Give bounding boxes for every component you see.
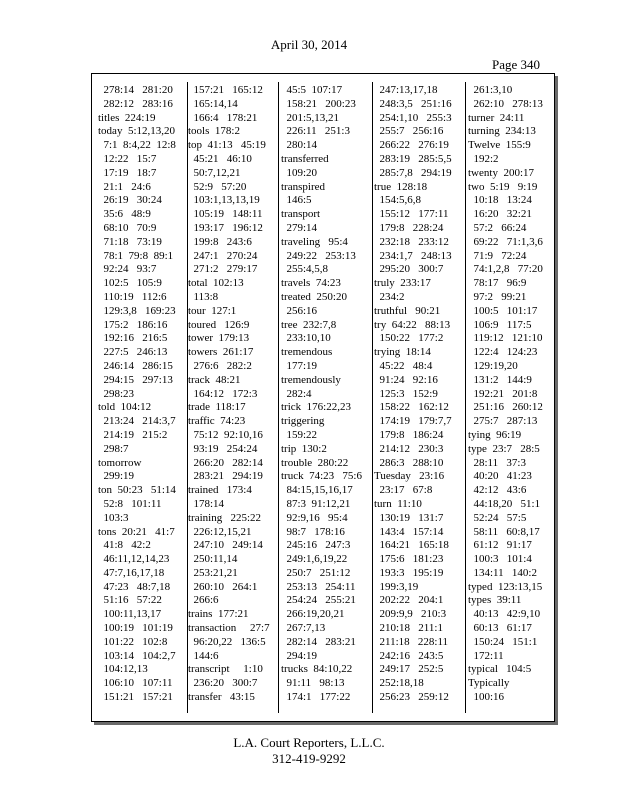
index-entry: 134:11 140:2 [468, 566, 537, 579]
index-entry: 28:11 37:3 [468, 456, 526, 469]
index-entry: types 39:11 [468, 594, 522, 607]
index-entry: 144:6 [188, 649, 219, 662]
index-entry: 174:1 177:22 [281, 691, 351, 704]
index-entry: 248:3,5 251:16 [374, 97, 452, 110]
index-entry: total 102:13 [188, 277, 244, 290]
index-entry: trucks 84:10,22 [281, 663, 353, 676]
index-entry: 47:23 48:7,18 [98, 580, 171, 593]
index-entry: 177:19 [281, 359, 318, 372]
index-entry: tools 178:2 [188, 125, 240, 138]
index-entry: ton 50:23 51:14 [98, 484, 176, 497]
index-entry: 159:22 [281, 428, 318, 441]
index-entry: twenty 200:17 [468, 166, 534, 179]
index-entry: 254:1,10 255:3 [374, 111, 452, 124]
index-entry: triggering [281, 415, 325, 428]
index-entry: 100:11,13,17 [98, 608, 162, 621]
index-entry: 175:2 186:16 [98, 318, 168, 331]
index-entry: 151:21 157:21 [98, 691, 173, 704]
index-column-2 [188, 84, 276, 713]
index-entry: 58:11 60:8,17 [468, 525, 540, 538]
index-entry: turning 234:13 [468, 125, 536, 138]
index-entry: 226:12,15,21 [188, 525, 252, 538]
index-entry: 283:19 285:5,5 [374, 152, 452, 165]
index-entry: 75:12 92:10,16 [188, 428, 263, 441]
index-entry: trade 118:17 [188, 401, 246, 414]
index-entry: 247:13,17,18 [374, 84, 438, 96]
index-entry: 234:2 [374, 290, 405, 303]
index-entry: 199:8 243:6 [188, 235, 252, 248]
index-entry: trouble 280:22 [281, 456, 349, 469]
index-entry: 105:19 148:11 [188, 208, 263, 221]
index-entry: 150:22 177:2 [374, 332, 444, 345]
index-entry: 51:16 57:22 [98, 594, 162, 607]
index-entry: 103:14 104:2,7 [98, 649, 176, 662]
index-entry: 104:12,13 [98, 663, 148, 676]
index-entry: 294:15 297:13 [98, 373, 173, 386]
index-entry: 91:24 92:16 [374, 373, 438, 386]
index-entry: 299:19 [98, 470, 135, 483]
index-entry: 91:11 98:13 [281, 677, 345, 690]
index-entry: 278:14 281:20 [98, 84, 173, 96]
index-entry: 249:17 252:5 [374, 663, 444, 676]
index-entry: travels 74:23 [281, 277, 341, 290]
index-entry: transport [281, 208, 321, 221]
index-entry: tomorrow [98, 456, 142, 469]
index-entry: tons 20:21 41:7 [98, 525, 175, 538]
index-entry: 57:2 66:24 [468, 221, 527, 234]
index-entry: traffic 74:23 [188, 415, 246, 428]
index-entry: 298:23 [98, 387, 135, 400]
index-entry: 103:1,13,13,19 [188, 194, 260, 207]
index-entry: training 225:22 [188, 511, 262, 524]
index-entry: 74:1,2,8 77:20 [468, 263, 543, 276]
index-entry: 226:11 251:3 [281, 125, 350, 138]
index-entry: 129:19,20 [468, 359, 518, 372]
index-entry: 252:18,18 [374, 677, 424, 690]
index-entry: 192:2 [468, 152, 499, 165]
index-entry: type 23:7 28:5 [468, 442, 540, 455]
index-entry: 10:18 13:24 [468, 194, 532, 207]
index-entry: 262:10 278:13 [468, 97, 543, 110]
index-entry: trying 18:14 [374, 346, 431, 359]
index-entry: 125:3 152:9 [374, 387, 438, 400]
index-entry: 283:21 294:19 [188, 470, 263, 483]
index-entry: 155:12 177:11 [374, 208, 449, 221]
index-entry: trick 176:22,23 [281, 401, 351, 414]
index-entry: 275:7 287:13 [468, 415, 538, 428]
index-entry: 40:20 41:23 [468, 470, 532, 483]
index-entry: 251:16 260:12 [468, 401, 543, 414]
index-entry: truthful 90:21 [374, 304, 441, 317]
index-entry: truck 74:23 75:6 [281, 470, 362, 483]
index-entry: 71:18 73:19 [98, 235, 162, 248]
index-entry: 52:8 101:11 [98, 497, 162, 510]
index-entry: 40:13 42:9,10 [468, 608, 541, 621]
index-entry: 100:5 101:17 [468, 304, 538, 317]
index-entry: 103:3 [98, 511, 129, 524]
index-entry: 130:19 131:7 [374, 511, 444, 524]
index-entry: 285:7,8 294:19 [374, 166, 452, 179]
index-entry: 178:14 [188, 497, 225, 510]
index-entry: 7:1 8:4,22 12:8 [98, 139, 176, 152]
index-entry: typed 123:13,15 [468, 580, 543, 593]
index-entry: tremendously [281, 373, 341, 386]
index-entry: 78:1 79:8 89:1 [98, 249, 174, 262]
index-entry: 260:10 264:1 [188, 580, 258, 593]
index-column-4 [374, 84, 464, 713]
index-entry: 199:3,19 [374, 580, 419, 593]
index-entry: 255:7 256:16 [374, 125, 444, 138]
index-entry: 17:19 18:7 [98, 166, 157, 179]
index-entry: 113:8 [188, 290, 219, 303]
index-entry: towers 261:17 [188, 346, 254, 359]
index-entry: true 128:18 [374, 180, 428, 193]
index-entry: Tuesday 23:16 [374, 470, 445, 483]
index-entry: 266:6 [188, 594, 219, 607]
index-entry: two 5:19 9:19 [468, 180, 538, 193]
index-entry: 174:19 179:7,7 [374, 415, 452, 428]
index-entry: 69:22 71:1,3,6 [468, 235, 543, 248]
index-entry: 294:19 [281, 649, 318, 662]
index-entry: 227:5 246:13 [98, 346, 168, 359]
index-entry: 100:19 101:19 [98, 622, 173, 635]
index-entry: 179:8 186:24 [374, 428, 444, 441]
index-entry: 255:4,5,8 [281, 263, 329, 276]
index-entry: 267:7,13 [281, 622, 326, 635]
index-entry: 249:1,6,19,22 [281, 553, 348, 566]
index-entry: 286:3 288:10 [374, 456, 444, 469]
index-entry: 100:3 101:4 [468, 553, 532, 566]
index-entry: 250:11,14 [188, 553, 238, 566]
index-entry: 166:4 178:21 [188, 111, 258, 124]
index-entry: 256:23 259:12 [374, 691, 449, 704]
index-entry: 266:19,20,21 [281, 608, 345, 621]
index-entry: 165:14,14 [188, 97, 238, 110]
index-entry: 98:7 178:16 [281, 525, 345, 538]
index-entry: told 104:12 [98, 401, 152, 414]
index-entry: 87:3 91:12,21 [281, 497, 351, 510]
index-entry: try 64:22 88:13 [374, 318, 451, 331]
column-divider [278, 82, 279, 713]
index-entry: tying 96:19 [468, 428, 522, 441]
index-entry: 16:20 32:21 [468, 208, 532, 221]
index-entry: 68:10 70:9 [98, 221, 157, 234]
index-entry: trains 177:21 [188, 608, 249, 621]
index-entry: 211:18 228:11 [374, 635, 449, 648]
index-entry: typical 104:5 [468, 663, 532, 676]
index-entry: 26:19 30:24 [98, 194, 162, 207]
index-entry: 119:12 121:10 [468, 332, 543, 345]
index-entry: 247:1 270:24 [188, 249, 258, 262]
index-entry: 210:18 211:1 [374, 622, 443, 635]
index-entry: 214:19 215:2 [98, 428, 168, 441]
index-entry: 21:1 24:6 [98, 180, 151, 193]
index-entry: 35:6 48:9 [98, 208, 151, 221]
index-entry: 242:16 243:5 [374, 649, 444, 662]
index-entry: trained 173:4 [188, 484, 252, 497]
index-entry: 92:9,16 95:4 [281, 511, 348, 524]
index-entry: 214:12 230:3 [374, 442, 444, 455]
index-entry: 256:16 [281, 304, 318, 317]
index-column-1 [98, 84, 184, 713]
index-entry: today 5:12,13,20 [98, 125, 175, 138]
footer-company: L.A. Court Reporters, L.L.C. [233, 735, 385, 750]
index-entry: traveling 95:4 [281, 235, 348, 248]
index-entry: 233:10,10 [281, 332, 331, 345]
index-entry: 23:17 67:8 [374, 484, 433, 497]
index-entry: trip 130:2 [281, 442, 327, 455]
index-entry: 271:2 279:17 [188, 263, 258, 276]
index-entry: 179:8 228:24 [374, 221, 444, 234]
index-entry: 101:22 102:8 [98, 635, 168, 648]
column-divider [372, 82, 373, 713]
index-entry: 192:16 216:5 [98, 332, 168, 345]
index-entry: 209:9,9 210:3 [374, 608, 447, 621]
page-number: Page 340 [492, 57, 541, 72]
index-entry: transcript 1:10 [188, 663, 263, 676]
index-entry: 42:12 43:6 [468, 484, 527, 497]
index-entry: 201:5,13,21 [281, 111, 340, 124]
index-entry: tour 127:1 [188, 304, 237, 317]
index-entry: turner 24:11 [468, 111, 525, 124]
index-entry: 279:14 [281, 221, 318, 234]
index-entry: 46:11,12,14,23 [98, 553, 170, 566]
index-entry: 193:3 195:19 [374, 566, 444, 579]
index-entry: 213:24 214:3,7 [98, 415, 176, 428]
index-entry: track 48:21 [188, 373, 241, 386]
column-divider [465, 82, 466, 713]
index-column-3 [281, 84, 371, 713]
index-entry: 109:20 [281, 166, 318, 179]
index-entry: top 41:13 45:19 [188, 139, 266, 152]
index-entry: treated 250:20 [281, 290, 347, 303]
index-entry: 45:21 46:10 [188, 152, 252, 165]
index-entry: 131:2 144:9 [468, 373, 532, 386]
index-entry: 50:7,12,21 [188, 166, 241, 179]
index-entry: 282:14 283:21 [281, 635, 356, 648]
index-entry: 254:24 255:21 [281, 594, 356, 607]
index-entry: 158:21 200:23 [281, 97, 356, 110]
index-entry: 122:4 124:23 [468, 346, 538, 359]
index-entry: 246:14 286:15 [98, 359, 173, 372]
index-entry: tower 179:13 [188, 332, 250, 345]
index-entry: 250:7 251:12 [281, 566, 351, 579]
index-entry: Twelve 155:9 [468, 139, 531, 152]
index-entry: 276:6 282:2 [188, 359, 252, 372]
index-entry: 60:13 61:17 [468, 622, 532, 635]
index-entry: 97:2 99:21 [468, 290, 527, 303]
index-entry: 172:11 [468, 649, 504, 662]
index-entry: transaction 27:7 [188, 622, 270, 635]
index-entry: 245:16 247:3 [281, 539, 351, 552]
index-entry: 280:14 [281, 139, 318, 152]
index-entry: titles 224:19 [98, 111, 156, 124]
index-entry: tremendous [281, 346, 333, 359]
index-entry: 93:19 254:24 [188, 442, 258, 455]
index-entry: transfer 43:15 [188, 691, 255, 704]
index-entry: 253:21,21 [188, 566, 238, 579]
index-entry: 61:12 91:17 [468, 539, 532, 552]
index-entry: 52:9 57:20 [188, 180, 247, 193]
index-entry: 157:21 165:12 [188, 84, 263, 96]
index-entry: 249:22 253:13 [281, 249, 356, 262]
word-index-frame [91, 73, 555, 722]
index-entry: 236:20 300:7 [188, 677, 258, 690]
index-entry: 71:9 72:24 [468, 249, 527, 262]
index-entry: 12:22 15:7 [98, 152, 157, 165]
index-entry: Typically [468, 677, 510, 690]
index-entry: 92:24 93:7 [98, 263, 157, 276]
index-entry: 45:5 107:17 [281, 84, 343, 96]
index-entry: 234:1,7 248:13 [374, 249, 452, 262]
index-entry: 78:17 96:9 [468, 277, 527, 290]
footer-phone: 312-419-9292 [272, 751, 346, 766]
index-entry: transferred [281, 152, 329, 165]
index-entry: 261:3,10 [468, 84, 513, 96]
index-entry: 129:3,8 169:23 [98, 304, 176, 317]
index-entry: 295:20 300:7 [374, 263, 444, 276]
index-entry: 164:21 165:18 [374, 539, 449, 552]
index-entry: 247:10 249:14 [188, 539, 263, 552]
index-entry: 96:20,22 136:5 [188, 635, 266, 648]
index-entry: 41:8 42:2 [98, 539, 151, 552]
index-entry: 45:22 48:4 [374, 359, 433, 372]
transcript-date: April 30, 2014 [270, 37, 348, 52]
index-entry: 193:17 196:12 [188, 221, 263, 234]
index-entry: 266:20 282:14 [188, 456, 263, 469]
index-entry: 192:21 201:8 [468, 387, 538, 400]
index-entry: 158:22 162:12 [374, 401, 449, 414]
index-entry: transpired [281, 180, 325, 193]
index-entry: tree 232:7,8 [281, 318, 337, 331]
index-entry: 164:12 172:3 [188, 387, 258, 400]
index-entry: 52:24 57:5 [468, 511, 527, 524]
index-entry: 106:9 117:5 [468, 318, 532, 331]
index-entry: 84:15,15,16,17 [281, 484, 353, 497]
index-entry: 47:7,16,17,18 [98, 566, 165, 579]
index-entry: 202:22 204:1 [374, 594, 444, 607]
index-entry: toured 126:9 [188, 318, 250, 331]
index-entry: 106:10 107:11 [98, 677, 173, 690]
index-entry: 110:19 112:6 [98, 290, 167, 303]
index-entry: 100:16 [468, 691, 505, 704]
index-entry: 44:18,20 51:1 [468, 497, 541, 510]
index-entry: 150:24 151:1 [468, 635, 538, 648]
index-entry: turn 11:10 [374, 497, 422, 510]
index-entry: 282:12 283:16 [98, 97, 173, 110]
index-entry: 146:5 [281, 194, 312, 207]
index-entry: 143:4 157:14 [374, 525, 444, 538]
index-entry: 253:13 254:11 [281, 580, 356, 593]
index-entry: 175:6 181:23 [374, 553, 444, 566]
index-entry: 232:18 233:12 [374, 235, 449, 248]
index-column-5 [468, 84, 554, 713]
index-entry: 298:7 [98, 442, 129, 455]
index-entry: 154:5,6,8 [374, 194, 422, 207]
index-entry: 266:22 276:19 [374, 139, 449, 152]
index-entry: 282:4 [281, 387, 312, 400]
index-entry: 102:5 105:9 [98, 277, 162, 290]
index-entry: truly 233:17 [374, 277, 431, 290]
